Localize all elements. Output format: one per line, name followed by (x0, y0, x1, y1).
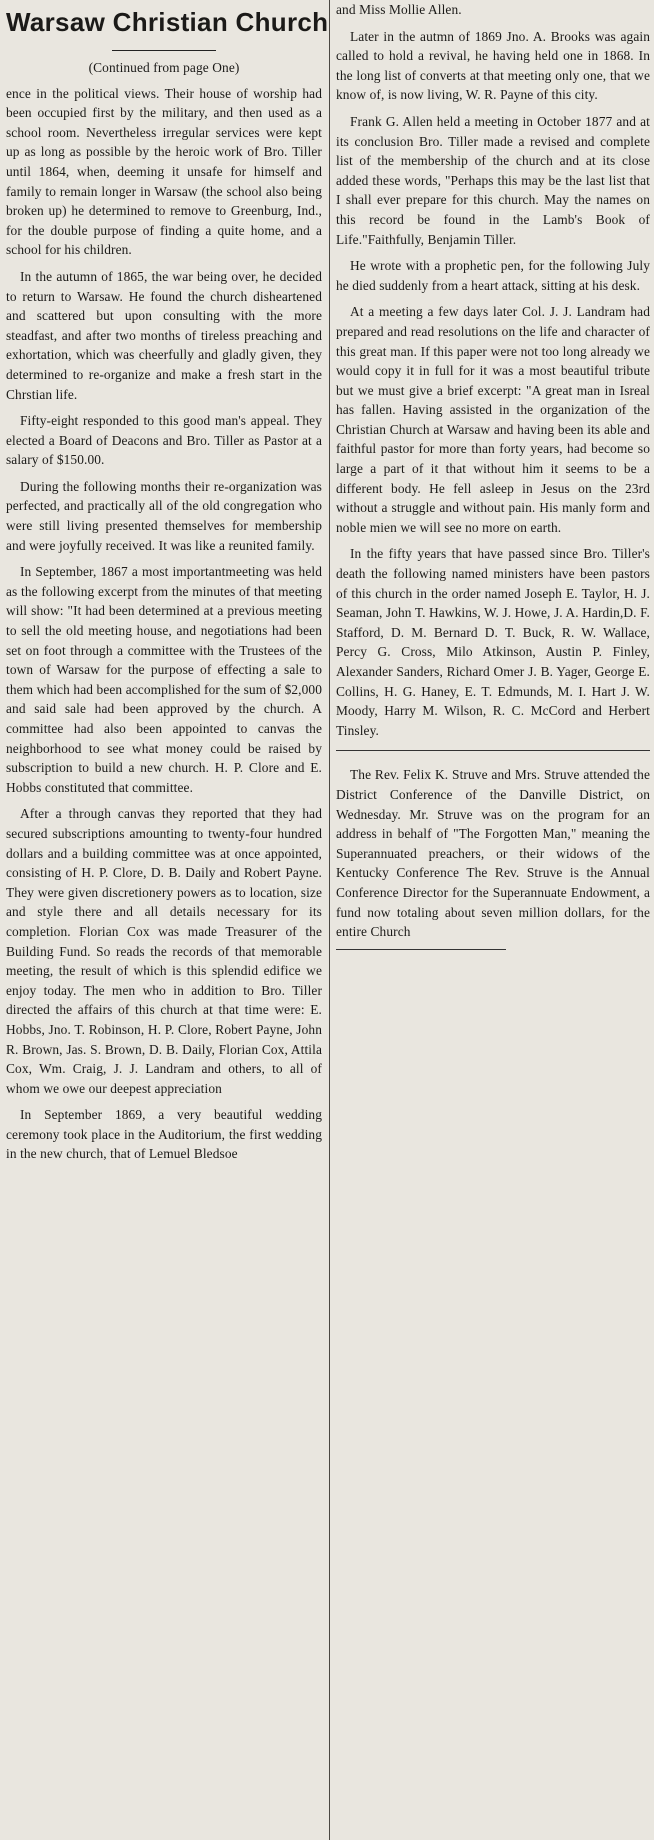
article-paragraph: He wrote with a prophetic pen, for the following July he died suddenly from a heart attack, sitting at his desk. (336, 258, 650, 293)
article-headline: Warsaw Christian Church (6, 7, 329, 37)
headline-rule (112, 50, 216, 51)
article-paragraph: Later in the autmn of 1869 Jno. A. Brooks was again called to hold a revival, he having held one in 1868. In the long list of converts at that meeting only one, that we know of, is now living, W. R. Payne of this city. (336, 28, 650, 103)
article-paragraph: In September, 1867 a most importantmeeting was held as the following excerpt from the minutes of that meeting will show: "It had been determined at a previous meeting to sell the old meeting house, and negotiations had been set on foot through a committee with the Trustees of the town of Warsaw for the purpose of effecting a sale to them which had been accomplished for the sum of $2,000 and said sale had been approved by the church. A committee had also been appointed to canvas the neighborhood to see what money could be raised by subscription to build a new church. H. P. Clore and E. Hobbs constituted that committee. (6, 564, 322, 795)
article-paragraph: and Miss Mollie Allen. (336, 2, 462, 17)
section-separator (336, 750, 650, 751)
article-column-left (6, 0, 329, 1171)
brief-end-rule (336, 949, 506, 950)
article-paragraph: In the fifty years that have passed since Bro. Tiller's death the following named ministers have been pastors of this church in the order named Joseph E. Taylor, H. J. Seaman, John T. Hawkins, W. J. Howe, J. A. Hardin,D. F. Stafford, D. M. Bernard D. T. Buck, R. W. Wallace, Percy G. Cross, Milo Atkinson, Austin P. Finley, Alexander Sanders, Richard Omer J. B. Yager, George E. Collins, H. G. Haney, E. T. Edmunds, M. I. Hart J. W. Moody, Harry M. Wilson, R. C. McCord and Herbert Tinsley. (336, 546, 650, 738)
article-paragraph: After a through canvas they reported that they had secured subscriptions amounting to twenty-four hundred dollars and a building committee was at once appointed, consisting of H. P. Clore, D. B. Daily and Robert Payne. They were given discretionery powers as to location, size and style there and all details necessary for its completion. Florian Cox was made Treasurer of the Building Fund. So reads the records of that memorable meeting, the result of which is this splendid edifice we enjoy today. The men who in addition to Bro. Tiller directed the affairs of this church at that time were: E. Hobbs, Jno. T. Robinson, H. P. Clore, Robert Payne, John R. Brown, Jas. S. Brown, D. B. Daily, Florian Cox, Attila Cox, Wm. Craig, J. J. Landram and others, to all of whom we owe our deepest appreciation (6, 806, 322, 1096)
article-paragraph: ence in the political views. Their house of worship had been occupied first by the military, and then used as a school room. Nevertheless irregular services were kept up as long as possible by the heroic work of Bro. Tiller until 1864, when, deeming it unsafe for himself and family to remain longer in Warsaw (the school also being broken up) he determined to remove to Greenburg, Ind., for the double purpose of finding a quite home, and a school for his children. (6, 85, 322, 258)
article-paragraph: Fifty-eight responded to this good man's appeal. They elected a Board of Deacons and Bro. Tiller as Pastor at a salary of $150.00. (6, 413, 322, 468)
article-column-right (336, 0, 650, 950)
article-paragraph: During the following months their re-organization was perfected, and practically all of the old congregation who were still living presented themselves for membership and were joyfully received. It was like a reunited family. (6, 478, 322, 553)
column-divider (329, 0, 330, 1840)
continued-line: (Continued from page One) (88, 60, 240, 75)
article-paragraph: At a meeting a few days later Col. J. J. Landram had prepared and read resolutions on the life and character of this great man. If this paper were not too long already we would copy it in full for it was a most beautiful tribute but we must give a brief excerpt: "A great man in Isreal has fallen. Having assisted in the organization of the Christian Church at Warsaw and having been its able and faithful pastor for more than forty years, had become so large a part of it that without him it seems to be a different body. He fell asleep in Jesus on the 23rd without a struggle and without pain. His manly form and noble mien we will see no more on earth. (336, 304, 650, 535)
brief-paragraph: The Rev. Felix K. Struve and Mrs. Struve attended the District Conference of the Danville District, on Wednesday. Mr. Struve was on the program for an address in behalf of "The Forgotten Man," meaning the Superannuated preachers, or their widows of the Kentucky Conference The Rev. Struve is the Annual Conference Director for the Superannuate Endowment, a fund now totaling about seven million dollars, for the entire Church (336, 767, 650, 940)
article-paragraph: Frank G. Allen held a meeting in October 1877 and at its conclusion Bro. Tiller made a revised and complete list of the membership of the church and at its close added these words, "Perhaps this may be the last list that I shall ever prepare for this church. May the names on this record be found in the Lamb's Book of Life."Faithfully, Benjamin Tiller. (336, 113, 650, 247)
article-paragraph: In September 1869, a very beautiful wedding ceremony took place in the Auditorium, the first wedding in the new church, that of Lemuel Bledsoe (6, 1107, 322, 1162)
article-paragraph: In the autumn of 1865, the war being over, he decided to return to Warsaw. He found the church disheartened and scattered but upon consulting with the more steadfast, and after two months of tireless preaching and exhortation, which was cheerfully and gladly given, they determined to re-organize and make a fresh start in the Chrstian life. (6, 268, 322, 402)
